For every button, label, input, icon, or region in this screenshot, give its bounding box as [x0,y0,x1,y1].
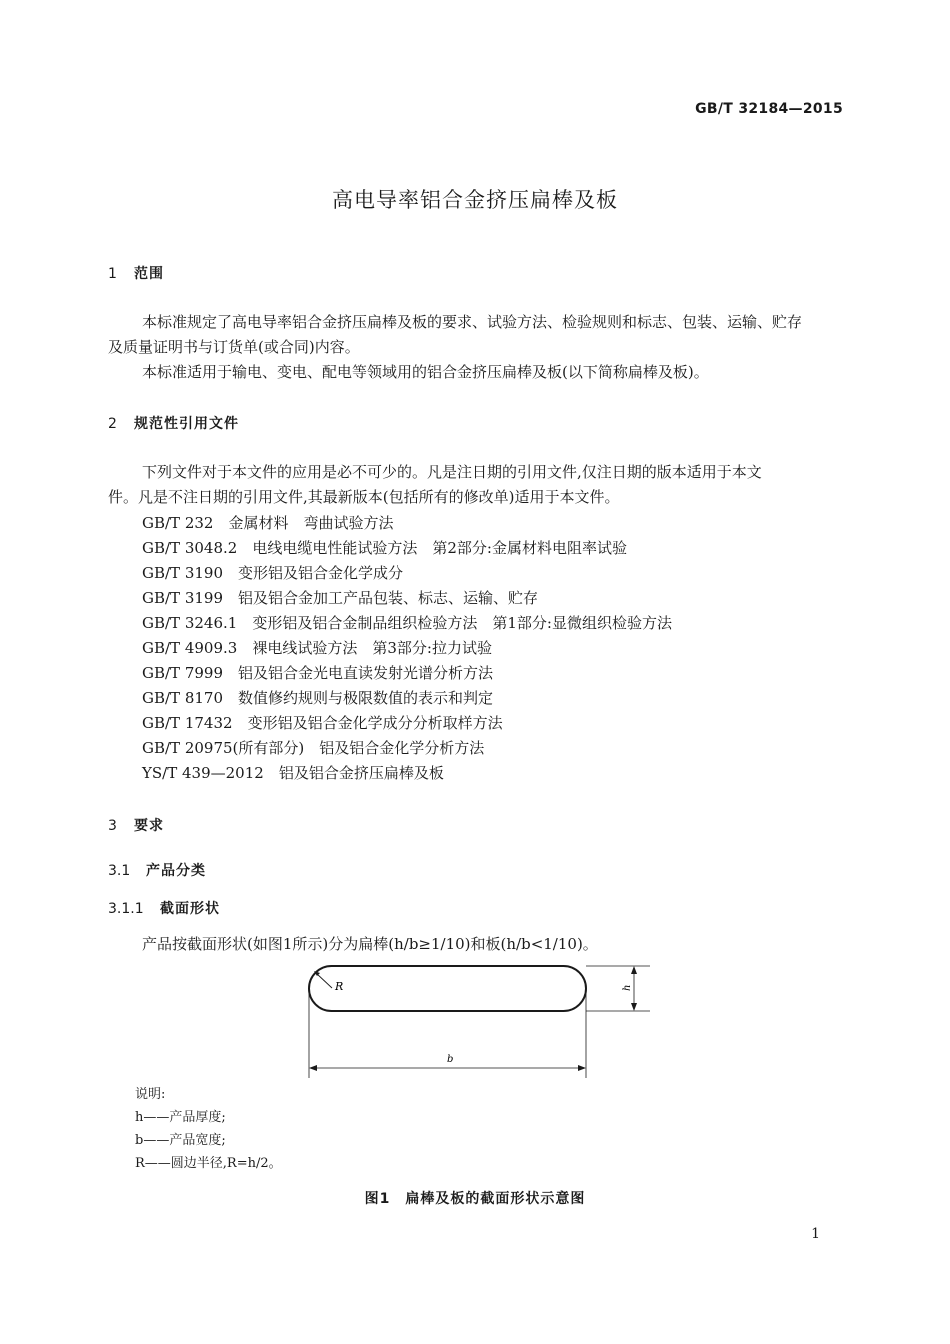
bar-outline [309,966,586,1011]
reference-title: 电线电缆电性能试验方法 第2部分:金属材料电阻率试验 [252,539,627,557]
reference-item [142,712,503,733]
legend-item: R——圆边半径,R=h/2。 [135,1156,282,1171]
reference-title: 铝及铝合金挤压扁棒及板 [278,764,444,782]
section-3-heading [108,815,164,835]
section-number: 3.1.1 [108,901,144,917]
reference-title: 数值修约规则与极限数值的表示和判定 [238,689,494,707]
standard-code: GB/T 32184—2015 [695,101,843,117]
section-number: 3 [108,818,117,834]
radius-label: R [335,980,344,993]
reference-title: 变形铝及铝合金化学成分 [238,564,404,582]
reference-item [142,737,484,758]
section-2-heading [108,413,239,433]
normative-intro [108,460,848,510]
h-arrow-top [631,966,637,974]
section-number: 3.1 [108,863,131,879]
reference-item [142,637,492,658]
reference-item [142,562,403,583]
cross-section-figure [290,960,670,1085]
reference-item [142,512,394,533]
section-title: 要求 [134,818,164,834]
reference-code: YS/T 439—2012 [142,764,264,782]
reference-item [142,662,493,683]
reference-title: 金属材料 弯曲试验方法 [228,514,394,532]
reference-title: 变形铝及铝合金化学成分分析取样方法 [247,714,503,732]
scope-p2: 本标准适用于输电、变电、配电等领域用的铝合金挤压扁棒及板(以下简称扁棒及板)。 [142,363,709,381]
reference-item [142,587,538,608]
h-arrow-bottom [631,1003,637,1011]
figure-caption: 图1 扁棒及板的截面形状示意图 [364,1191,586,1207]
scope-p1-line2: 及质量证明书与订货单(或合同)内容。 [108,338,360,356]
reference-item [142,537,627,558]
normative-intro-line1: 下列文件对于本文件的应用是必不可少的。凡是注日期的引用文件,仅注日期的版本适用于本文 [142,463,762,481]
b-arrow-left [309,1065,317,1071]
scope-p1-line1: 本标准规定了高电导率铝合金挤压扁棒及板的要求、试验方法、检验规则和标志、包装、运输、贮存 [142,313,803,331]
section-3-1-heading [108,860,206,880]
legend-item: b——产品宽度; [135,1133,226,1148]
document-title: 高电导率铝合金挤压扁棒及板 [332,188,618,212]
shape-paragraph: 产品按截面形状(如图1所示)分为扁棒(h/b≥1/10)和板(h/b<1/10)。 [142,935,598,953]
legend-item: h——产品厚度; [135,1110,226,1125]
reference-item [142,762,444,783]
reference-item [142,687,493,708]
h-label: h [622,984,633,991]
reference-title: 铝及铝合金化学分析方法 [319,739,485,757]
normative-intro-line2: 件。凡是不注日期的引用文件,其最新版本(包括所有的修改单)适用于本文件。 [108,488,620,506]
reference-code: GB/T 17432 [142,714,233,732]
section-1-heading [108,263,164,283]
legend-title: 说明: [135,1087,166,1102]
reference-title: 铝及铝合金加工产品包装、标志、运输、贮存 [238,589,539,607]
reference-item [142,612,672,633]
reference-code: GB/T 3246.1 [142,614,238,632]
reference-title: 裸电线试验方法 第3部分:拉力试验 [252,639,492,657]
section-title: 产品分类 [146,863,206,879]
reference-code: GB/T 232 [142,514,214,532]
section-number: 2 [108,416,117,432]
scope-paragraphs [108,310,848,385]
section-number: 1 [108,266,117,282]
b-label: b [447,1054,454,1065]
reference-code: GB/T 7999 [142,664,224,682]
section-3-1-1-heading [108,898,220,918]
reference-code: GB/T 3199 [142,589,224,607]
section-title: 范围 [134,266,164,282]
section-title: 截面形状 [160,901,220,917]
reference-title: 变形铝及铝合金制品组织检验方法 第1部分:显微组织检验方法 [252,614,672,632]
radius-leader [316,973,332,988]
reference-code: GB/T 3190 [142,564,224,582]
reference-code: GB/T 8170 [142,689,224,707]
section-title: 规范性引用文件 [134,416,239,432]
reference-code: GB/T 20975(所有部分) [142,739,305,757]
reference-title: 铝及铝合金光电直读发射光谱分析方法 [238,664,494,682]
reference-code: GB/T 3048.2 [142,539,238,557]
page-number: 1 [811,1226,820,1242]
reference-code: GB/T 4909.3 [142,639,238,657]
b-arrow-right [578,1065,586,1071]
